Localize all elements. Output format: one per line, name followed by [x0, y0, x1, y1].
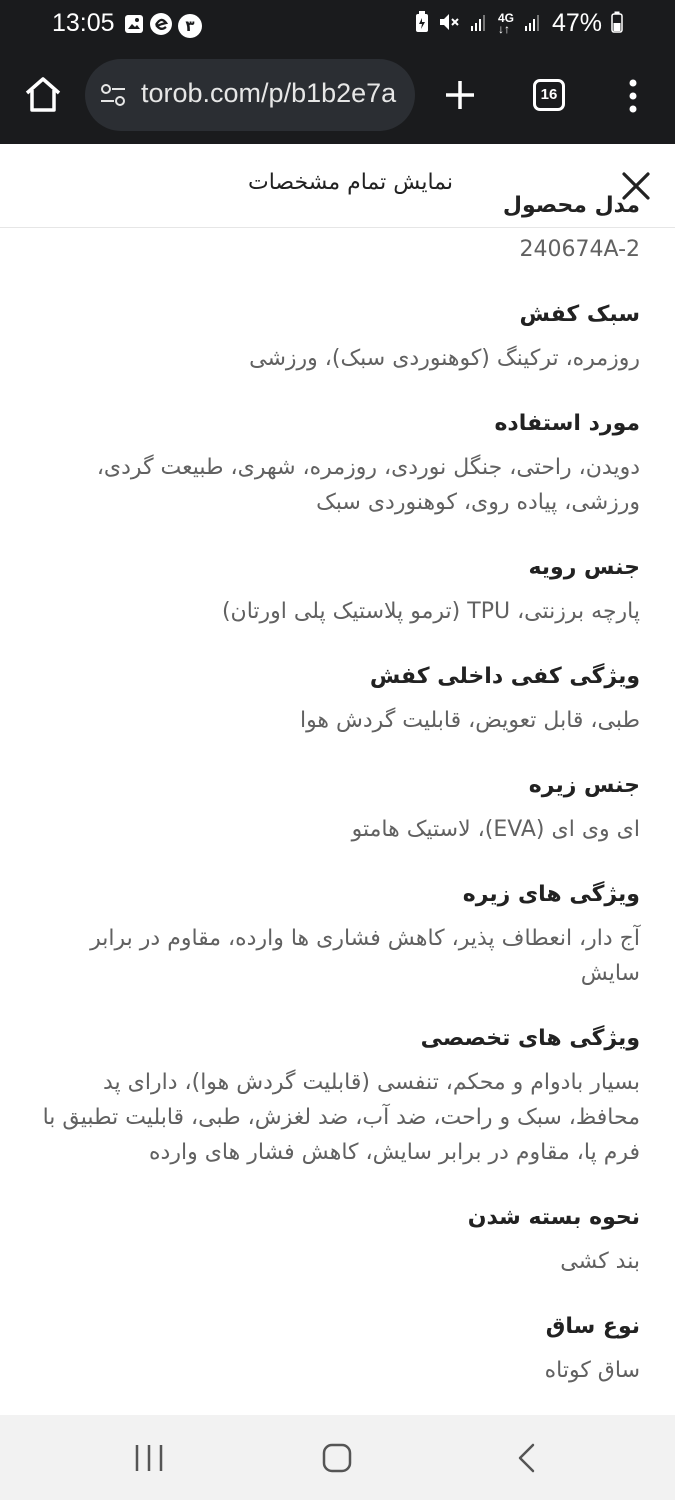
spec-item: [0, 550, 675, 629]
tab-switcher-button[interactable]: 16: [533, 79, 565, 111]
mute-icon: [438, 11, 460, 37]
address-bar[interactable]: [85, 59, 415, 131]
site-settings-icon[interactable]: [99, 81, 127, 109]
notification-icons: [124, 12, 202, 40]
system-status-icons: [415, 9, 623, 38]
spec-label: نوع ساق: [545, 1314, 640, 1339]
spec-item: [0, 297, 675, 376]
battery-saver-icon: [415, 11, 429, 37]
spec-value: طبی، قابل تعویض، قابلیت گردش هوا: [299, 708, 640, 733]
app-icon: [149, 12, 173, 40]
badge-icon: ۳: [178, 14, 202, 38]
spec-item: [0, 188, 675, 267]
spec-label: مدل محصول: [502, 193, 640, 218]
spec-item: [0, 1021, 675, 1170]
spec-value: روزمره، ترکینگ (کوهنوردی سبک)، ورزشی: [249, 346, 640, 371]
spec-value: 240674A-2: [519, 237, 640, 262]
spec-value: دویدن، راحتی، جنگل نوردی، روزمره، شهری، طبیعت گردی، ورزشی، پیاده روی، کوهنوردی سبک: [96, 455, 640, 515]
image-icon: [124, 14, 144, 38]
spec-label: جنس رویه: [528, 555, 640, 580]
specs-content[interactable]: [0, 193, 675, 1415]
url-text[interactable]: torob.com/p/b1b2e7a: [141, 78, 397, 108]
spec-value: بند کشی: [560, 1249, 640, 1274]
spec-value: ای وی ای (EVA)، لاستیک هامتو: [351, 817, 640, 842]
browser-toolbar: [0, 50, 675, 144]
spec-label: جنس زیره: [528, 773, 640, 798]
status-time: 13:05: [52, 9, 115, 37]
home-icon[interactable]: [22, 74, 64, 116]
system-nav-bar: [0, 1415, 675, 1500]
spec-label: ویژگی های زیره: [462, 882, 640, 907]
network-4g-icon: 4G ↓↑: [497, 10, 514, 36]
sheet-title: نمایش تمام مشخصات: [248, 170, 453, 195]
signal-icon: [469, 12, 489, 36]
back-icon[interactable]: [512, 1442, 542, 1474]
home-nav-icon[interactable]: [322, 1442, 352, 1474]
battery-icon: [611, 11, 623, 37]
spec-value: پارچه برزنتی، TPU (ترمو پلاستیک پلی اورتان): [221, 599, 640, 624]
spec-item: [0, 659, 675, 738]
spec-item: [0, 877, 675, 991]
spec-label: ویژگی کفی داخلی کفش: [369, 664, 640, 689]
spec-label: نحوه بسته شدن: [467, 1205, 640, 1230]
spec-label: ویژگی های تخصصی: [420, 1026, 640, 1051]
spec-label: سبک کفش: [519, 302, 640, 327]
spec-item: [0, 406, 675, 520]
recent-apps-icon[interactable]: [132, 1442, 166, 1474]
spec-list: [0, 188, 675, 1388]
spec-value: بسیار بادوام و محکم، تنفسی (قابلیت گردش هوا)، دارای پد محافظ، سبک و راحت، ضد آب، ضد لغزش، طبی، قابلیت تطبیق با فرم پا، مقاوم در برابر سایش، کاهش فشار های وارده: [42, 1070, 640, 1165]
spec-item: [0, 1200, 675, 1279]
spec-value: آج دار، انعطاف پذیر، کاهش فشاری ها وارده، مقاوم در برابر سایش: [90, 926, 640, 986]
spec-item: [0, 768, 675, 847]
signal-icon-2: [523, 12, 543, 36]
more-options-icon[interactable]: [620, 76, 646, 116]
status-bar: [0, 0, 675, 50]
spec-label: مورد استفاده: [494, 411, 640, 436]
new-tab-icon[interactable]: [440, 75, 480, 115]
spec-item: [0, 1309, 675, 1388]
battery-percent: 47%: [551, 9, 602, 37]
spec-value: ساق کوتاه: [544, 1358, 640, 1383]
